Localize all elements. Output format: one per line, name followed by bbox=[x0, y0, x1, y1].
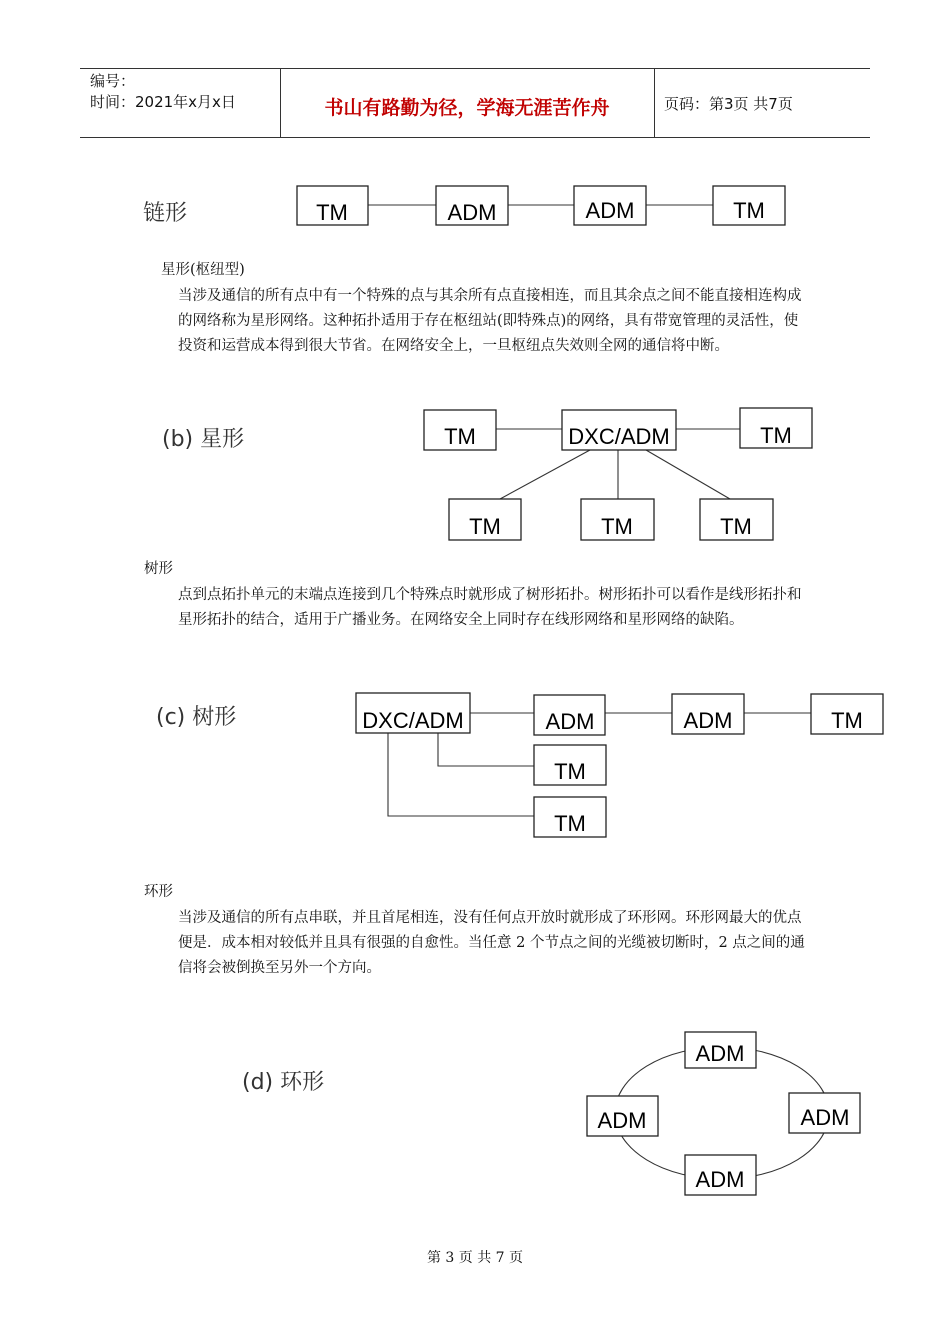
chain-node-label: ADM bbox=[585, 198, 635, 223]
star-node-label: TM bbox=[469, 514, 501, 539]
tree-node-label: TM bbox=[554, 759, 586, 784]
chain-label: 链形 bbox=[143, 201, 188, 226]
ring-node-label: ADM bbox=[695, 1167, 745, 1192]
header-motto: 书山有路勤为径，学海无涯苦作舟 bbox=[324, 97, 610, 119]
tree-link bbox=[388, 733, 534, 816]
ring-diagram bbox=[242, 1032, 860, 1195]
tree-root-label: DXC/ADM bbox=[362, 708, 464, 733]
ring-heading: 环形 bbox=[144, 884, 173, 900]
star-heading: 星形(枢纽型) bbox=[161, 262, 245, 278]
tree-paragraph: 点到点拓扑单元的末端点连接到几个特殊点时就形成了树形拓扑。树形拓扑可以看作是线形拓扑和星形拓扑的结合，适用于广播业务。在网络安全上同时存在线形网络和星形网络的缺陷。 bbox=[178, 587, 802, 628]
serial-label: 编号： bbox=[90, 72, 136, 90]
ring-node-label: ADM bbox=[597, 1108, 647, 1133]
chain-node-label: TM bbox=[316, 200, 348, 225]
star-diagram bbox=[162, 408, 812, 540]
star-node-label: TM bbox=[444, 424, 476, 449]
star-node-label: TM bbox=[601, 514, 633, 539]
star-hub-label: DXC/ADM bbox=[568, 424, 670, 449]
tree-link bbox=[438, 733, 534, 766]
star-paragraph: 当涉及通信的所有点中有一个特殊的点与其余所有点直接相连，而且其余点之间不能直接相连构成的网络称为星形网络。这种拓扑适用于存在枢纽站(即特殊点)的网络，具有带宽管理的灵活性，使投资和运营成本得到很大节省。在网络安全上，一旦枢纽点失效则全网的通信将中断。 bbox=[178, 288, 802, 354]
tree-node-label: TM bbox=[554, 811, 586, 836]
chain-node-label: TM bbox=[733, 198, 765, 223]
tree-node-label: ADM bbox=[545, 709, 595, 734]
ring-node-label: ADM bbox=[800, 1105, 850, 1130]
time-label: 时间：2021年x月x日 bbox=[90, 93, 236, 111]
star-node-label: TM bbox=[760, 423, 792, 448]
star-link bbox=[646, 450, 730, 499]
tree-node-label: TM bbox=[831, 708, 863, 733]
tree-diagram bbox=[156, 693, 883, 837]
page-footer: 第 3 页 共 7 页 bbox=[426, 1250, 524, 1266]
star-link bbox=[500, 450, 590, 499]
ring-paragraph: 当涉及通信的所有点串联，并且首尾相连，没有任何点开放时就形成了环形网。环形网最大的优点便是．成本相对较低并且具有很强的自愈性。当任意 2 个节点之间的光缆被切断时，2 点之间的通信将会被倒换至另外一个方向。 bbox=[178, 910, 805, 976]
chain-node-label: ADM bbox=[447, 200, 497, 225]
star-label: (b) 星形 bbox=[162, 427, 245, 452]
star-node-label: TM bbox=[720, 514, 752, 539]
tree-node-label: ADM bbox=[683, 708, 733, 733]
tree-heading: 树形 bbox=[144, 561, 173, 577]
ring-node-label: ADM bbox=[695, 1041, 745, 1066]
tree-label: (c) 树形 bbox=[156, 705, 237, 730]
chain-diagram bbox=[143, 186, 785, 226]
header-page-info: 页码：第3页 共7页 bbox=[664, 95, 793, 113]
ring-label: (d) 环形 bbox=[242, 1070, 325, 1095]
